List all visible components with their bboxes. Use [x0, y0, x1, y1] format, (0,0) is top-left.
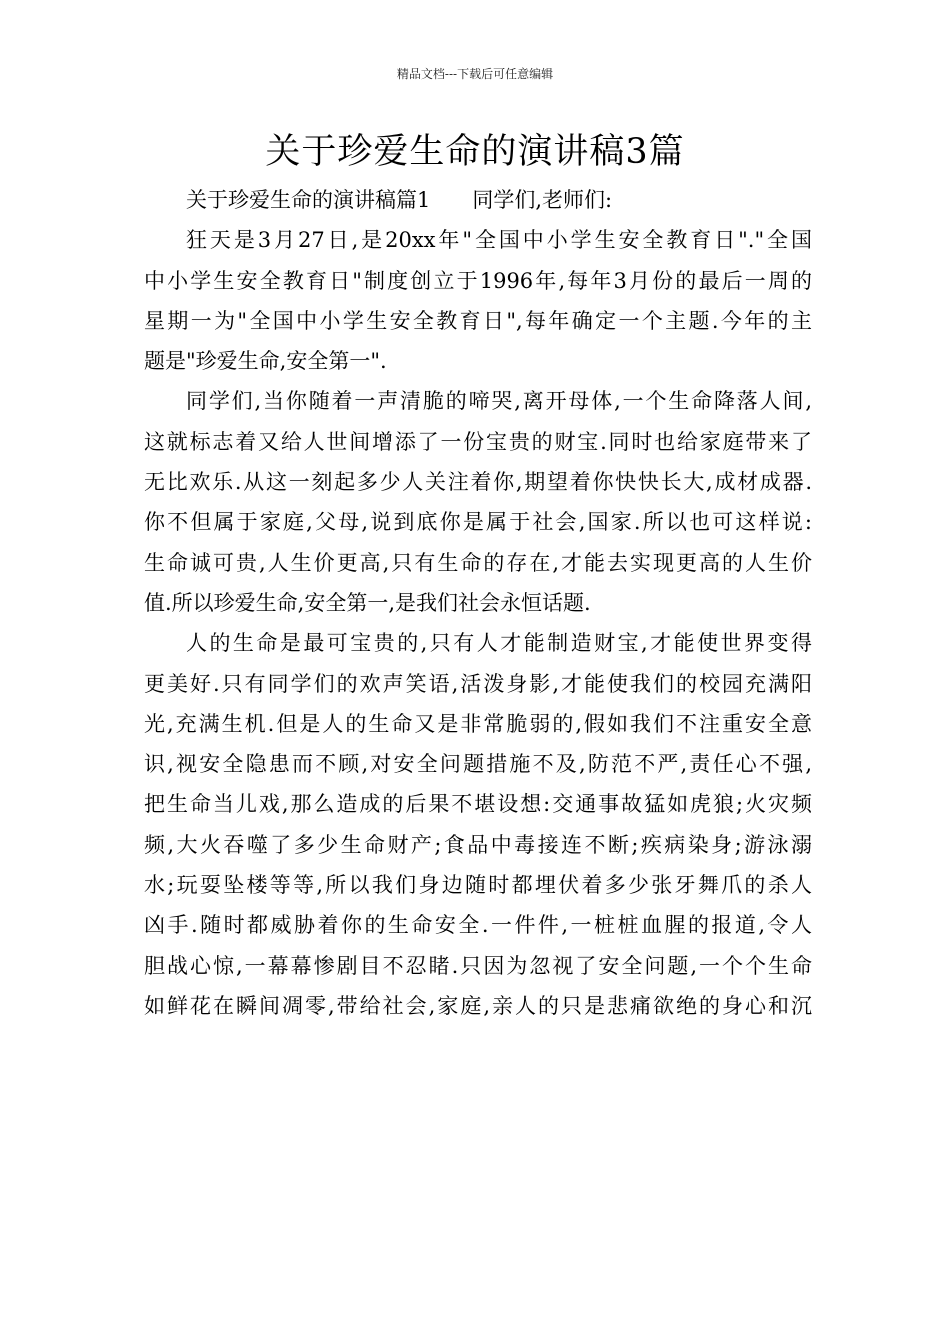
- paragraph-line: 这就标志着又给人世间增添了一份宝贵的财宝.同时也给家庭带来了: [144, 429, 812, 454]
- paragraph-line: 胆战心惊,一幕幕惨剧目不忍睹.只因为忽视了安全问题,一个个生命: [144, 953, 812, 978]
- paragraph-3: [144, 623, 812, 1026]
- paragraph-line: 水;玩耍坠楼等等,所以我们身边随时都埋伏着多少张牙舞爪的杀人: [144, 873, 812, 898]
- document-title: 关于珍爱生命的演讲稿3篇: [265, 132, 685, 172]
- paragraph-line: 你不但属于家庭,父母,说到底你是属于社会,国家.所以也可这样说:: [144, 510, 812, 535]
- paragraph-line: 星期一为"全国中小学生安全教育日",每年确定一个主题.今年的主: [144, 308, 812, 333]
- header-note: 精品文档---下载后可任意编辑: [396, 67, 554, 81]
- paragraph-line: 无比欢乐.从这一刻起多少人关注着你,期望着你快快长大,成材成器.: [144, 470, 812, 495]
- paragraph-line: 同学们,当你随着一声清脆的啼哭,离开母体,一个生命降落人间,: [186, 389, 812, 414]
- paragraph-2: [144, 381, 812, 623]
- paragraph-line: 人的生命是最可宝贵的,只有人才能制造财宝,才能使世界变得: [186, 631, 812, 656]
- paragraph-line: 中小学生安全教育日"制度创立于1996年,每年3月份的最后一周的: [144, 268, 812, 293]
- paragraph-line: 光,充满生机.但是人的生命又是非常脆弱的,假如我们不注重安全意: [144, 711, 812, 736]
- intro-line: 关于珍爱生命的演讲稿篇1 同学们,老师们:: [186, 188, 613, 212]
- paragraph-line: 生命诚可贵,人生价更高,只有生命的存在,才能去实现更高的人生价: [144, 550, 812, 575]
- paragraph-line: 凶手.随时都威胁着你的生命安全.一件件,一桩桩血腥的报道,令人: [144, 913, 812, 938]
- document-body: [144, 180, 812, 1026]
- paragraph-line: 题是"珍爱生命,安全第一".: [144, 349, 387, 374]
- paragraph-line: 更美好.只有同学们的欢声笑语,活泼身影,才能使我们的校园充满阳: [144, 671, 812, 696]
- paragraph-line: 值.所以珍爱生命,安全第一,是我们社会永恒话题.: [144, 590, 591, 615]
- paragraph-line: 狂天是3月27日,是20xx年"全国中小学生安全教育日"."全国: [186, 228, 812, 253]
- paragraph-line: 如鲜花在瞬间凋零,带给社会,家庭,亲人的只是悲痛欲绝的身心和沉: [144, 993, 812, 1018]
- paragraph-1: [144, 220, 812, 381]
- paragraph-line: 把生命当儿戏,那么造成的后果不堪设想:交通事故猛如虎狼;火灾频: [144, 792, 812, 817]
- paragraph-line: 频,大火吞噬了多少生命财产;食品中毒接连不断;疾病染身;游泳溺: [144, 832, 812, 857]
- paragraph-line: 识,视安全隐患而不顾,对安全问题措施不及,防范不严,责任心不强,: [144, 752, 812, 777]
